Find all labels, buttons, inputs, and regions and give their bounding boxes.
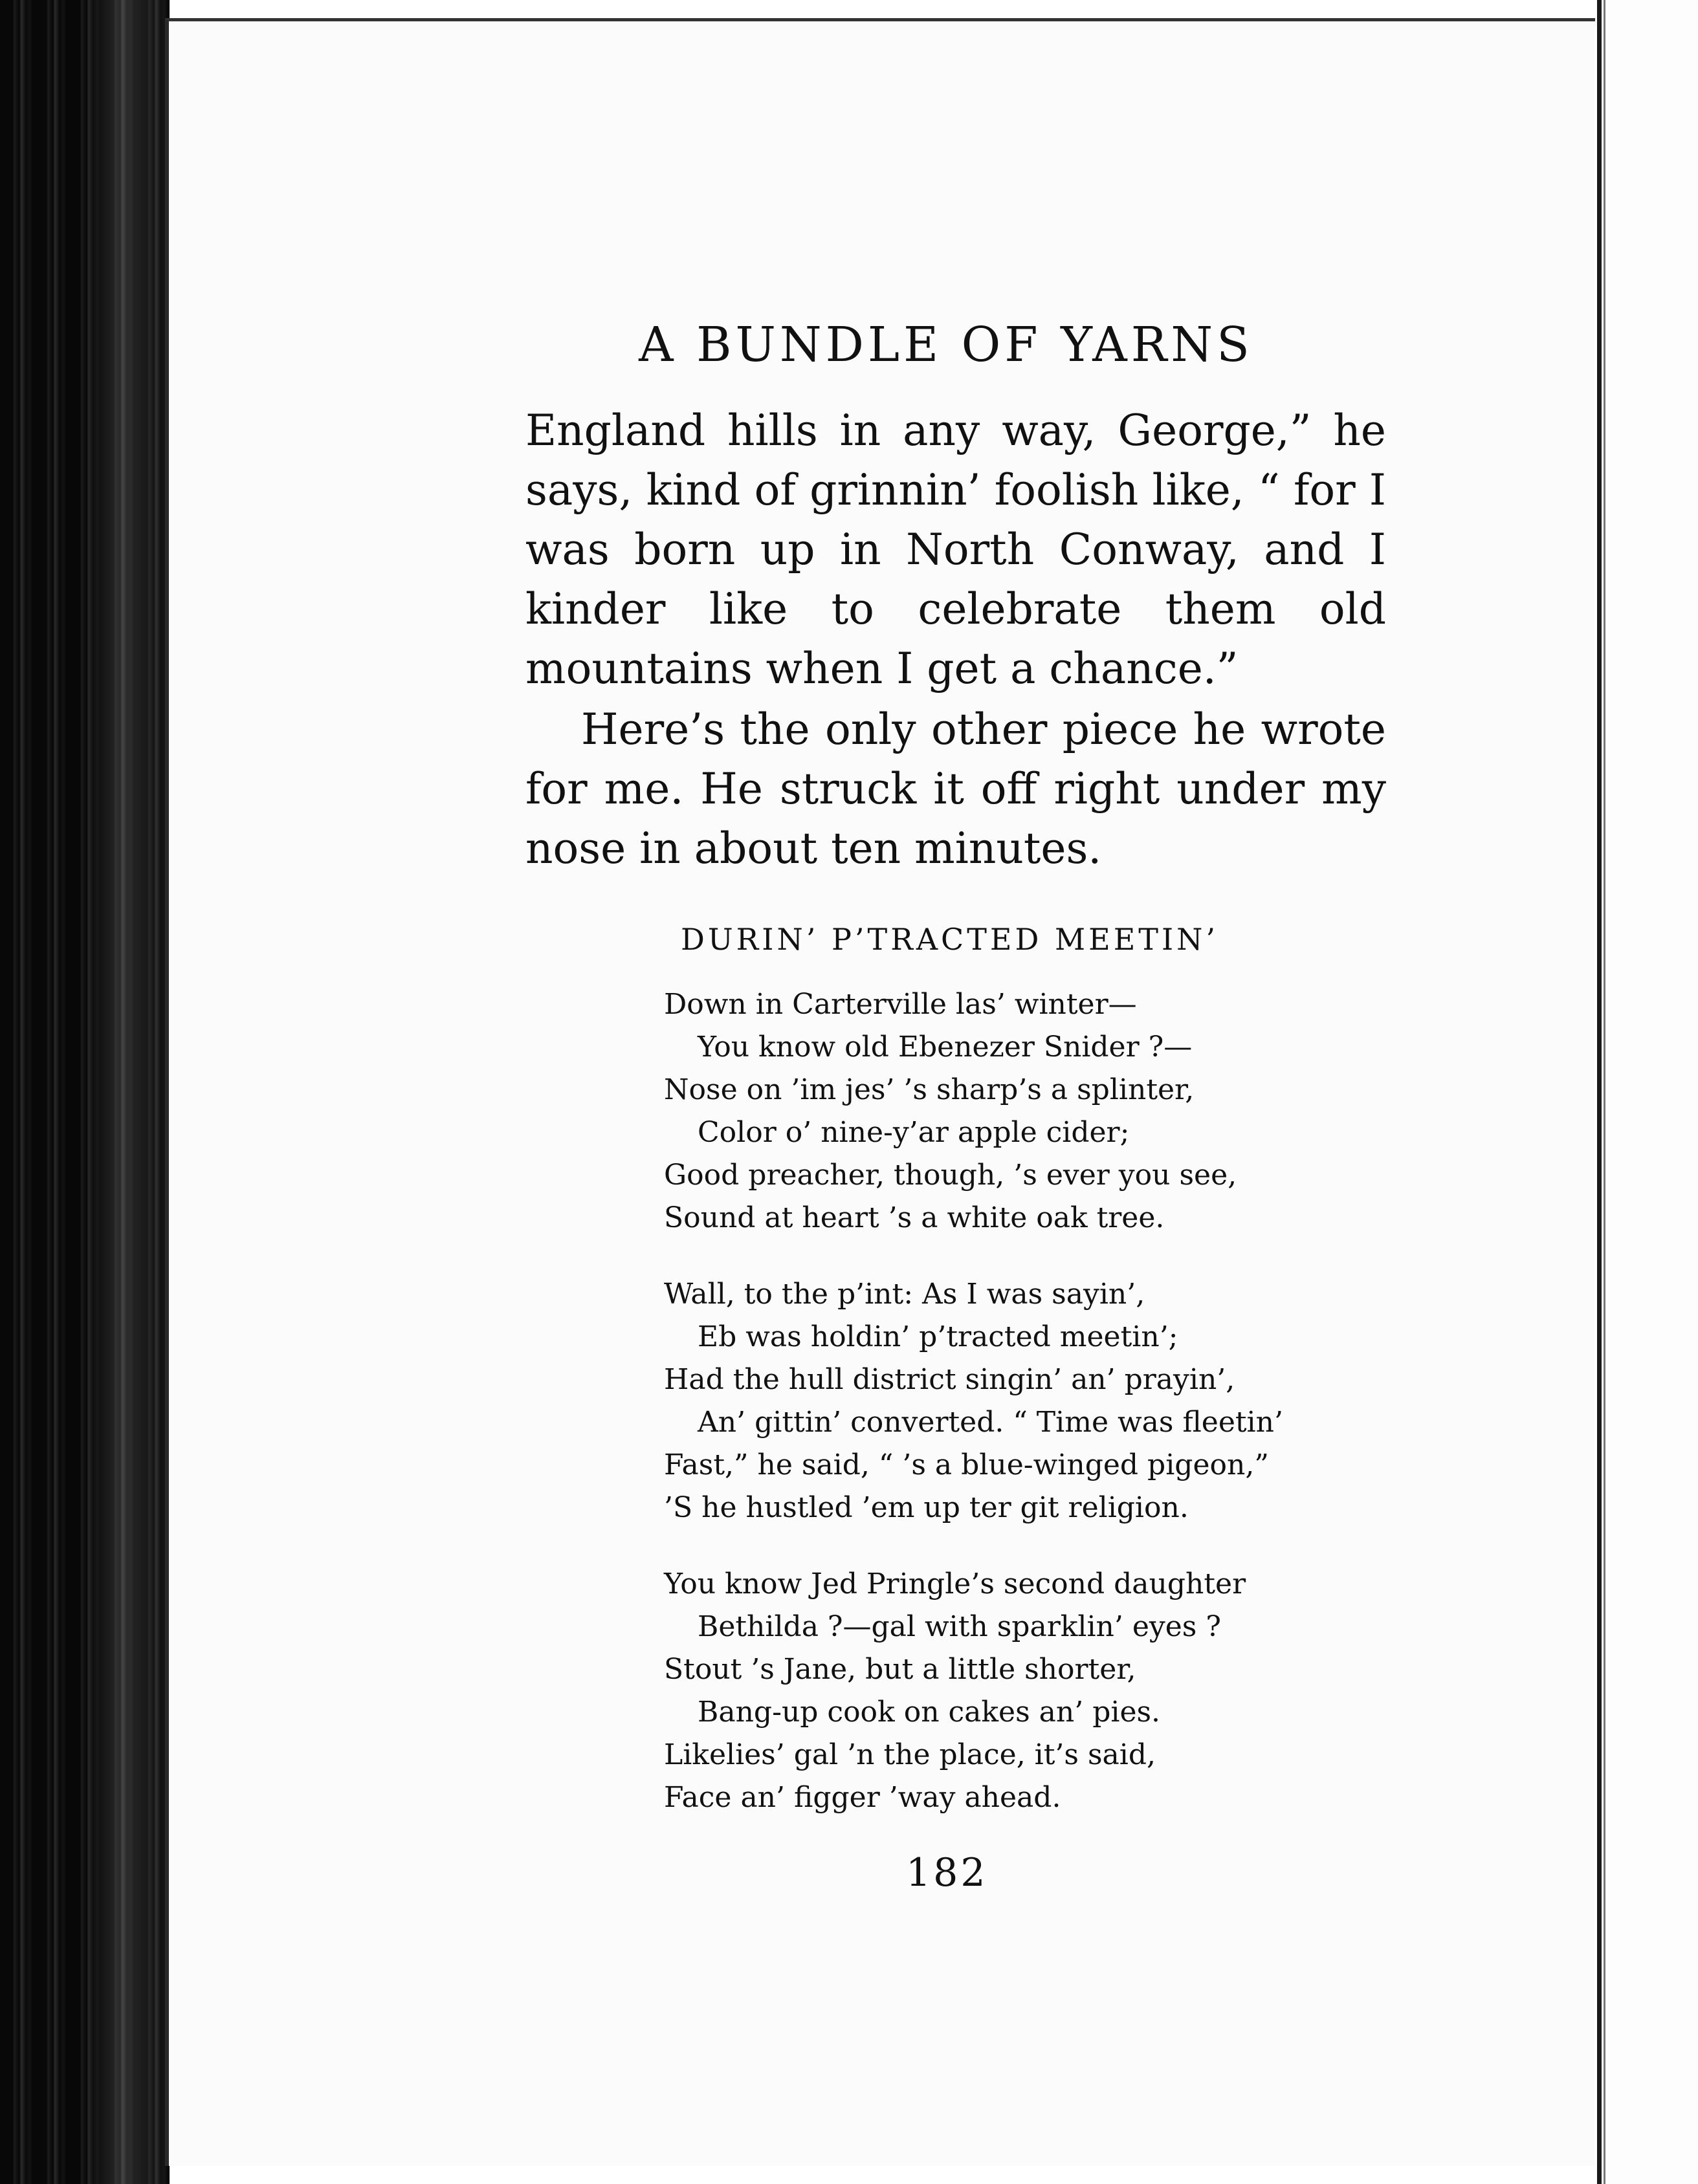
poem-stanza-3 [664,1563,1376,1819]
poem-line: Down in Carterville las’ winter— [664,988,1137,1021]
poem-line: Fast,” he said, “ ’s a blue-winged pigeon,” [664,1448,1269,1481]
prose-paragraph-1: England hills in any way, George,” he says, kind of grinnin’ foolish like, “ for I was born up in North Conway, and I kinder like to celebrate them old mountains when I get a chance.” [525,406,1386,693]
running-head: A BUNDLE OF YARNS [639,317,1253,373]
poem-line: Stout ’s Jane, but a little shorter, [664,1653,1136,1686]
poem-line: Had the hull district singin’ an’ prayin’, [664,1363,1235,1396]
poem-line: Bang-up cook on cakes an’ pies. [698,1696,1161,1729]
poem-line: Likelies’ gal ’n the place, it’s said, [664,1738,1156,1771]
poem-stanza-1 [664,983,1376,1239]
poem-title: DURIN’ P’TRACTED MEETIN’ [681,922,1219,957]
poem-line: Bethilda ?—gal with sparklin’ eyes ? [698,1610,1221,1643]
poem-line: Good preacher, though, ’s ever you see, [664,1159,1237,1192]
poem-line: You know Jed Pringle’s second daughter [664,1567,1246,1600]
poem-stanza-2 [664,1273,1376,1529]
poem-line: Color o’ nine-y’ar apple cider; [698,1116,1130,1149]
poem-line: An’ gittin’ converted. “ Time was fleetin’ [698,1406,1283,1439]
poem-line: ’S he hustled ’em up ter git religion. [664,1491,1189,1524]
poem-line: Eb was holdin’ p’tracted meetin’; [698,1320,1178,1353]
poem [664,983,1376,1853]
poem-line: Sound at heart ’s a white oak tree. [664,1201,1165,1234]
prose-paragraph-2: Here’s the only other piece he wrote for me. He struck it off right under my nose in about ten minutes. [525,704,1386,873]
page-number: 182 [906,1850,988,1895]
prose-text [525,401,1386,879]
poem-line: You know old Ebenezer Snider ?— [698,1031,1193,1064]
poem-line: Wall, to the p’int: As I was sayin’, [664,1278,1145,1311]
poem-line: Face an’ figger ’way ahead. [664,1781,1061,1814]
poem-line: Nose on ’im jes’ ’s sharp’s a splinter, [664,1073,1195,1106]
